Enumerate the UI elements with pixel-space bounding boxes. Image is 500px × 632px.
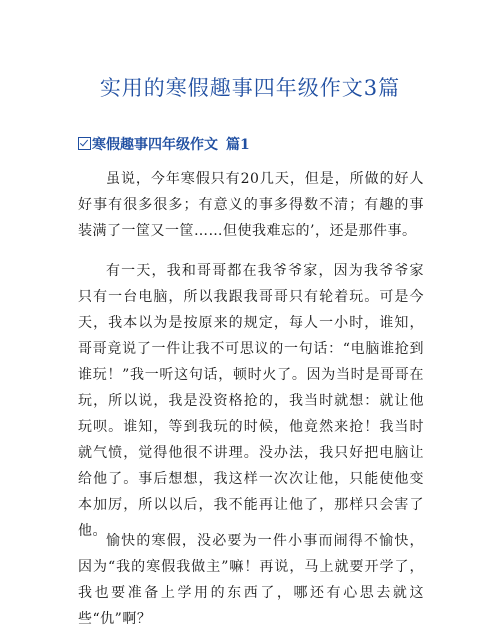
paragraph-2: 有一天，我和哥哥都在我爷爷家，因为我爷爷家只有一台电脑，所以我跟我哥哥只有轮着玩。可是今天，我本以为是按原来的规定，每人一小时，谁知，哥哥竟说了一件让我不可思议的一句话：“电脑谁抢到谁玩！”我一听这句话，顿时火了。因为当时是哥哥在玩，所以说，我是没资格抢的，我当时就想：就让他玩呗。谁知，等到我玩的时候，他竟然来抢！我当时就气愤，觉得他很不讲理。没办法，我只好把电脑让给他了。事后想想，我这样一次次让他，只能使他变本加厉，所以以后，我不能再让他了，那样只会害了他。 [78, 263, 424, 539]
checkbox-icon [78, 137, 91, 150]
paragraph-1: 虽说，今年寒假只有20几天，但是，所做的好人好事有很多很多；有意义的事多得数不清；有趣的事装满了一筐又一筐……但使我难忘的’，还是那件事。 [78, 171, 424, 239]
document-title: 实用的寒假趣事四年级作文3篇 [99, 76, 401, 100]
paragraph-3: 愉快的寒假，没必要为一件小事而闹得不愉快，因为“我的寒假我做主”嘛！再说，马上就要开学了，我也要准备上学用的东西了，哪还有心思去就这些“仇”啊？ [78, 533, 424, 627]
section-heading [78, 134, 250, 154]
section-heading-text: 寒假趣事四年级作文 [92, 137, 218, 153]
section-number: 篇1 [226, 137, 250, 153]
